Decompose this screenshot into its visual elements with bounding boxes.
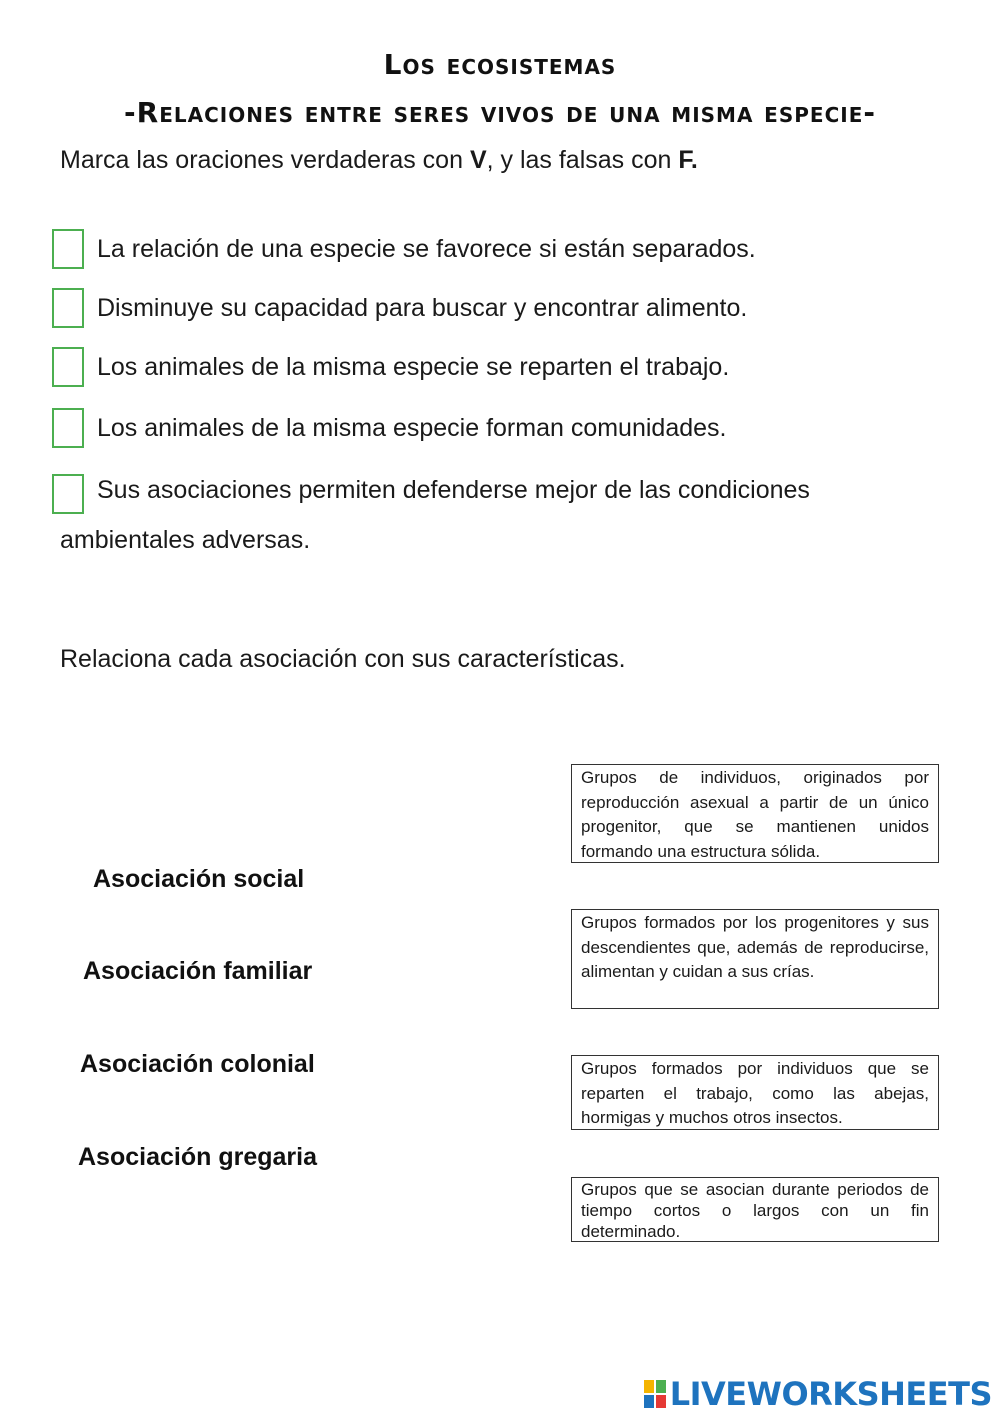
- answer-box-1[interactable]: [52, 229, 84, 269]
- page-title: Los ecosistemas: [383, 48, 617, 81]
- answer-box-4[interactable]: [52, 408, 84, 448]
- association-gregaria[interactable]: Asociación gregaria: [78, 1143, 317, 1171]
- instruction-text-prefix: Marca las oraciones verdaderas con: [60, 146, 470, 174]
- liveworksheets-icon: [644, 1380, 666, 1408]
- statement-text-5: Sus asociaciones permiten defenderse mejor de las condiciones: [97, 476, 810, 504]
- statement-text-5-continued: ambientales adversas.: [60, 526, 311, 554]
- association-social[interactable]: Asociación social: [93, 865, 305, 893]
- association-colonial[interactable]: Asociación colonial: [80, 1050, 315, 1078]
- statement-text-4: Los animales de la misma especie forman comunidades.: [97, 414, 727, 442]
- instruction-text-mid: , y las falsas con: [486, 146, 679, 174]
- true-false-instruction: [60, 146, 698, 175]
- page-subtitle: -Relaciones entre seres vivos de una misma especie-: [124, 96, 876, 129]
- association-familiar[interactable]: Asociación familiar: [83, 957, 313, 985]
- statement-text-2: Disminuye su capacidad para buscar y encontrar alimento.: [97, 294, 748, 322]
- instruction-v: V: [469, 146, 487, 174]
- definition-box-1[interactable]: Grupos de individuos, originados por reproducción asexual a partir de un único progenitor, que se mantienen unidos formando una estructura sólida.: [571, 764, 939, 863]
- instruction-f: F.: [678, 146, 698, 174]
- definition-box-4[interactable]: Grupos que se asocian durante periodos de tiempo cortos o largos con un fin determinado.: [571, 1177, 939, 1242]
- brand-text: LIVEWORKSHEETS: [669, 1375, 992, 1413]
- answer-box-2[interactable]: [52, 288, 84, 328]
- answer-box-5[interactable]: [52, 474, 84, 514]
- statement-text-3: Los animales de la misma especie se reparten el trabajo.: [97, 353, 730, 381]
- liveworksheets-logo: [644, 1375, 992, 1413]
- definition-box-3[interactable]: Grupos formados por individuos que se reparten el trabajo, como las abejas, hormigas y muchos otros insectos.: [571, 1055, 939, 1130]
- definition-box-2[interactable]: Grupos formados por los progenitores y sus descendientes que, además de reproducirse, alimentan y cuidan a sus crías.: [571, 909, 939, 1009]
- statement-text-1: La relación de una especie se favorece si están separados.: [97, 235, 756, 263]
- answer-box-3[interactable]: [52, 347, 84, 387]
- matching-instruction: Relaciona cada asociación con sus características.: [60, 645, 626, 673]
